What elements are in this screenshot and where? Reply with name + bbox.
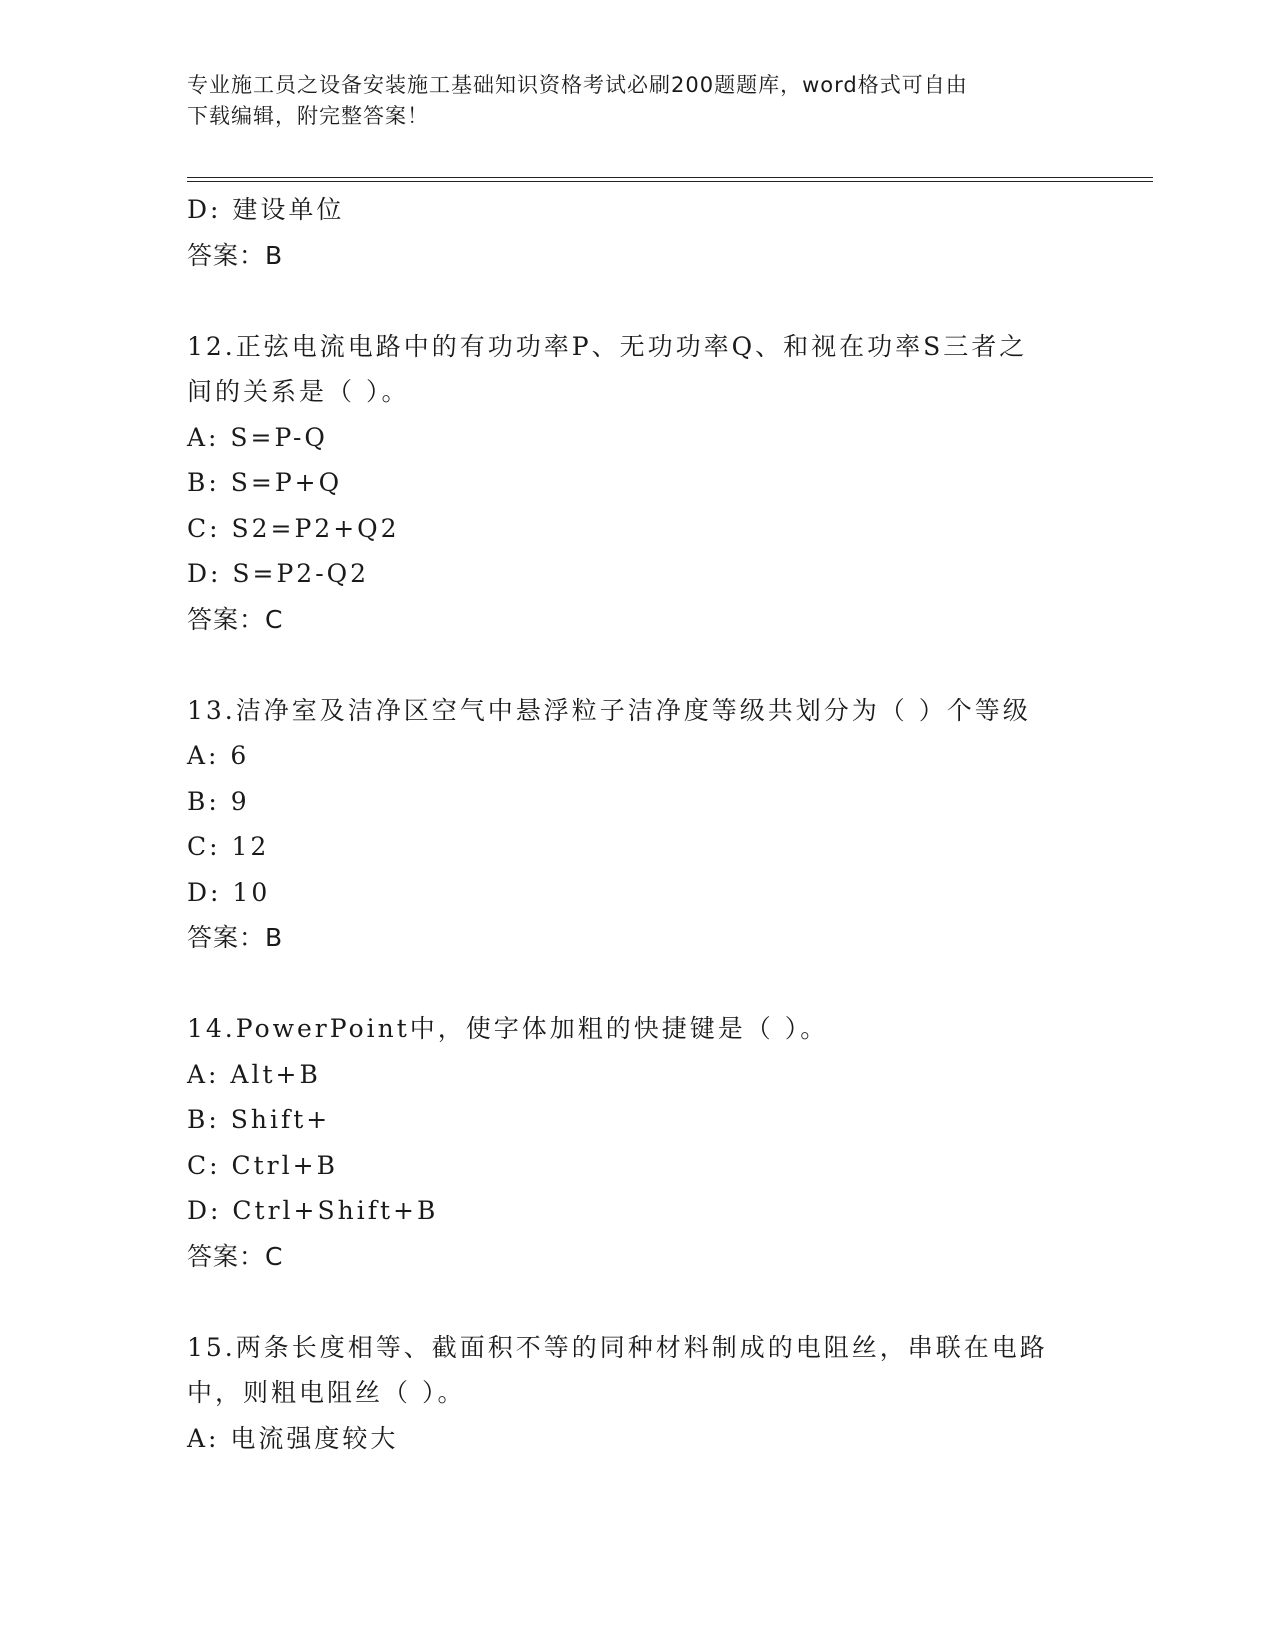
spacer (187, 961, 1087, 1007)
question-text: 12.正弦电流电路中的有功功率P、无功功率Q、和视在功率S三者之 (187, 331, 1028, 361)
header-line-2: 下载编辑，附完整答案！ (187, 104, 429, 128)
option-c: C: Ctrl+B (187, 1150, 338, 1180)
question-12 (187, 324, 1087, 643)
spacer (187, 642, 1087, 688)
option-b: B: Shift+ (187, 1105, 331, 1134)
option-d: D: S=P2-Q2 (187, 559, 370, 588)
header-line-1: 专业施工员之设备安装施工基础知识资格考试必刷200题题库，word格式可自由 (187, 73, 968, 97)
option-d: D: 建设单位 (187, 195, 345, 224)
answer-line: 答案：C (187, 604, 284, 634)
option-a: A: 电流强度较大 (187, 1423, 399, 1453)
question-text: 13.洁净室及洁净区空气中悬浮粒子洁净度等级共划分为（ ）个等级 (187, 695, 1031, 725)
answer-line: 答案：C (187, 1241, 284, 1271)
question-13 (187, 688, 1087, 961)
question-text: 间的关系是（ ）。 (187, 377, 410, 406)
question-text: 15.两条长度相等、截面积不等的同种材料制成的电阻丝，串联在电路 (187, 1332, 1048, 1362)
question-text: 14.PowerPoint中，使字体加粗的快捷键是（ ）。 (187, 1014, 829, 1043)
answer-line: 答案：B (187, 923, 284, 952)
option-a: A: Alt+B (187, 1059, 321, 1089)
question-text: 中，则粗电阻丝（ ）。 (187, 1378, 466, 1407)
spacer (187, 278, 1087, 324)
page-header (187, 70, 1067, 132)
option-d: D: Ctrl+Shift+B (187, 1196, 439, 1225)
question-15 (187, 1325, 1087, 1462)
header-divider (187, 177, 1153, 182)
question-content (187, 187, 1087, 1461)
option-a: A: 6 (187, 741, 250, 770)
option-b: B: S=P+Q (187, 468, 343, 497)
question-14 (187, 1006, 1087, 1279)
option-a: A: S=P-Q (187, 422, 328, 452)
spacer (187, 1279, 1087, 1325)
option-d: D: 10 (187, 877, 271, 907)
option-c: C: 12 (187, 832, 270, 861)
option-b: B: 9 (187, 786, 250, 816)
answer-line: 答案：B (187, 240, 284, 270)
option-c: C: S2=P2+Q2 (187, 513, 400, 543)
